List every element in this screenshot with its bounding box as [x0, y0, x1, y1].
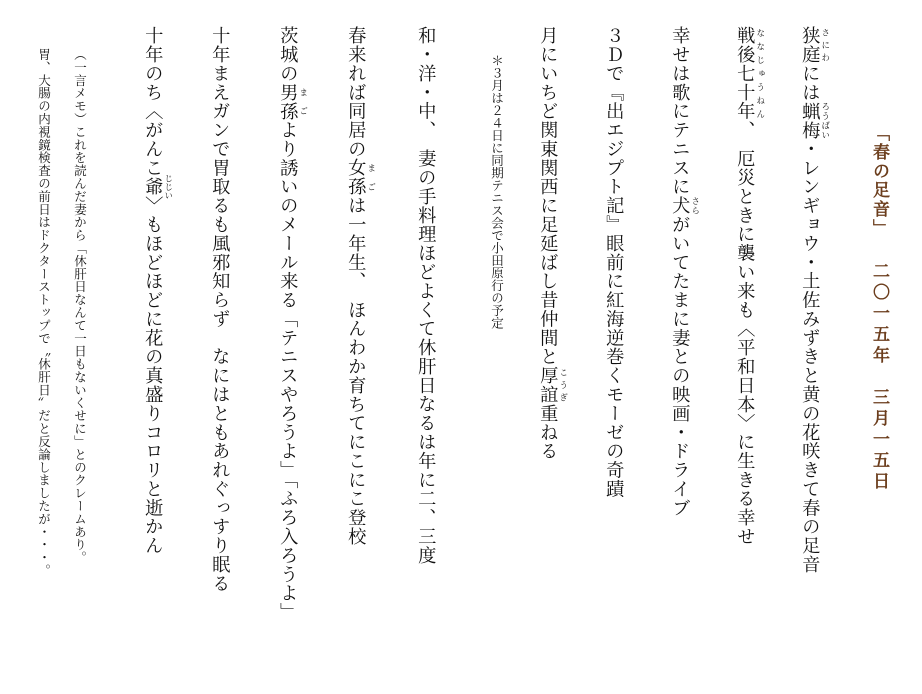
verse-line — [415, 26, 437, 565]
verse-line — [209, 26, 231, 593]
text-segment: 幸せは歌にテニスに — [669, 26, 691, 197]
text-segment: 春来れば同居の — [345, 26, 367, 159]
text-segment: 十年のち〈がんこ — [142, 26, 164, 178]
text-segment: 月にいちど関東関西に足延ばし昔仲間と — [537, 26, 559, 367]
ruby-base: 蝋梅 — [799, 101, 821, 140]
text-segment: より誘いのメール来る「テニスやろうよ」「ふろ入ろうよ」 — [277, 120, 299, 622]
text-segment: （一言メモ）これを読んだ妻から「休肝日なんて一日もないくせに」とのクレームあり。 — [72, 48, 88, 564]
ruby-base: 厚誼 — [537, 366, 559, 404]
verse-line — [735, 26, 765, 546]
text-segment: は一年生、 ほんわか育ちてにこにこ登校 — [345, 196, 367, 546]
text-segment: がいてたまに妻との映画・ドライブ — [669, 214, 691, 518]
verse-line — [143, 26, 173, 555]
ruby-base: 戦後七十年 — [734, 26, 756, 121]
poem-title: 「春の足音」 — [869, 124, 889, 238]
verse-line — [538, 26, 568, 460]
furigana: こうぎ — [557, 366, 568, 404]
ruby-word — [537, 366, 568, 404]
ruby-word — [277, 82, 308, 121]
memo-line — [73, 48, 86, 564]
text-segment: ・レンギョウ・土佐みずきと黄の花咲きて春の足音 — [799, 139, 821, 574]
schedule-note — [490, 54, 503, 329]
furigana: さら — [689, 196, 700, 215]
furigana: まご — [365, 158, 376, 196]
verse-line — [278, 26, 308, 621]
furigana: ななじゅうねん — [754, 26, 765, 121]
ruby-base: 犬 — [669, 196, 691, 215]
furigana: ろうばい — [819, 101, 830, 140]
memo-line — [37, 48, 50, 577]
ruby-word — [799, 26, 830, 64]
ruby-word — [799, 101, 830, 140]
furigana: まご — [297, 82, 308, 121]
text-segment: 、 厄災ときに襲い来も〈平和日本〉に生きる幸せ — [734, 120, 756, 546]
ruby-word — [734, 26, 765, 121]
text-segment: ＊３月は２４日に同期テニス会で小田原行の予定 — [489, 54, 505, 329]
text-segment: ３Ｄで『出エジプト記』眼前に紅海逆巻くモーゼの奇蹟 — [603, 26, 625, 499]
text-segment: 胃、大腸の内視鏡検査の前日はドクターストップで〝休肝日〟だと反論しましたが・・・。 — [36, 48, 52, 577]
verse-line — [670, 26, 700, 517]
verse-line — [800, 26, 830, 574]
verse-line — [346, 26, 376, 546]
text-segment: 茨城の — [277, 26, 299, 83]
verse-line — [603, 26, 625, 499]
ruby-base: 女孫 — [345, 158, 367, 197]
ruby-word — [345, 158, 376, 197]
poem-date: 二〇一五年 三月一五日 — [869, 262, 889, 493]
ruby-base: 爺 — [142, 173, 164, 200]
text-segment: 〉もほどほどに花の真盛りコロリと逝かん — [142, 196, 164, 555]
text-segment: には — [799, 63, 821, 102]
text-segment: 重ねる — [537, 403, 559, 461]
ruby-word — [669, 196, 700, 215]
ruby-base: 狭庭 — [799, 26, 821, 64]
furigana: さにわ — [819, 26, 830, 64]
text-segment: 和・洋・中、 妻の手料理ほどよくて休肝日なるは年に二、三度 — [415, 26, 437, 565]
ruby-base: 男孫 — [277, 82, 299, 121]
ruby-word — [142, 173, 173, 200]
text-segment: 十年まえガンで胃取るも風邪知らず なにはともあれぐっすり眠る — [209, 26, 231, 593]
furigana: じじい — [162, 173, 173, 200]
